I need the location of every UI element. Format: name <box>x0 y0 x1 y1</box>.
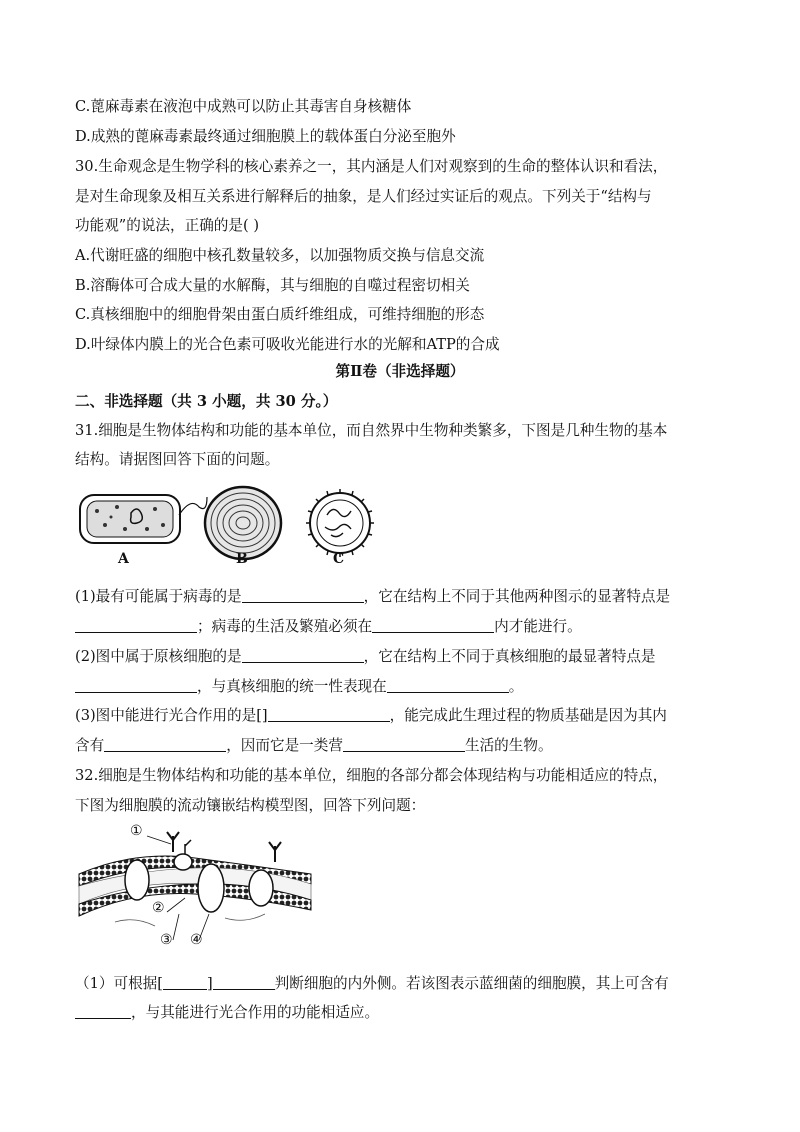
question-31-part-1-line-2 <box>75 617 582 637</box>
question-31-part-3-line-1 <box>75 706 667 726</box>
question-32-line-2: 下图为细胞膜的流动镶嵌结构模型图，回答下列问题： <box>75 797 426 814</box>
figure-membrane-model <box>75 822 315 950</box>
answer-blank[interactable] <box>104 736 226 752</box>
organism-a-icon <box>80 495 207 543</box>
figure-label-a: A <box>118 551 129 567</box>
membrane-label-2: ② <box>152 900 165 916</box>
answer-blank[interactable] <box>213 974 275 990</box>
answer-blank[interactable] <box>163 974 207 990</box>
q31-p1-text-d: 内才能进行。 <box>494 618 582 635</box>
membrane-label-1: ① <box>130 823 143 839</box>
q31-p2-text-c: ，与真核细胞的统一性表现在 <box>197 678 387 695</box>
q31-p2-text-b: ，它在结构上不同于真核细胞的最显著特点是 <box>363 648 656 665</box>
question-31-part-2-line-2 <box>75 677 523 697</box>
q32-p1-text-d: ，与其能进行光合作用的功能相适应。 <box>131 1004 380 1021</box>
figure-label-b: B <box>236 551 248 567</box>
q31-p2-text-d: 。 <box>508 678 524 695</box>
q31-p1-text-b: ，它在结构上不同于其他两种图示的显著特点是 <box>363 588 671 605</box>
question-32-part-1-line-2 <box>75 1003 379 1023</box>
option-d-line: D.成熟的蓖麻毒素最终通过细胞膜上的载体蛋白分泌至胞外 <box>75 128 456 145</box>
question-30-option-d: D.叶绿体内膜上的光合色素可吸收光能进行水的光解和ATP的合成 <box>75 336 500 353</box>
section-heading: 二、非选择题（共 3 小题，共 30 分。） <box>75 393 338 410</box>
question-30-line-2: 是对生命现象及相互关系进行解释后的抽象，是人们经过实证后的观点。下列关于“结构与 <box>75 188 652 205</box>
membrane-label-3: ③ <box>160 932 173 948</box>
question-30-line-1: 30.生命观念是生物学科的核心素养之一，其内涵是人们对观察到的生命的整体认识和看法， <box>75 158 668 175</box>
option-c-line: C.蓖麻毒素在液泡中成熟可以防止其毒害自身核糖体 <box>75 98 412 115</box>
answer-blank[interactable] <box>242 647 364 663</box>
question-31-part-2-line-1 <box>75 647 656 667</box>
answer-blank[interactable] <box>75 677 197 693</box>
question-32-part-1-line-1 <box>75 974 669 994</box>
answer-blank[interactable] <box>75 1003 131 1019</box>
question-32-line-1: 32.细胞是生物体结构和功能的基本单位，细胞的各部分都会体现结构与功能相适应的特点， <box>75 767 668 784</box>
answer-blank[interactable] <box>75 617 197 633</box>
organism-c-icon <box>306 489 374 557</box>
question-30-line-3: 功能观”的说法，正确的是( ) <box>75 217 260 234</box>
q32-p1-text-a: （1）可根据[ <box>75 975 163 992</box>
q31-p3-text-c: 含有 <box>75 737 105 754</box>
answer-blank[interactable] <box>343 736 465 752</box>
q31-p1-text-a: (1)最有可能属于病毒的是 <box>75 588 242 605</box>
q31-p1-text-c: ；病毒的生活及繁殖必须在 <box>197 618 373 635</box>
q31-p2-text-a: (2)图中属于原核细胞的是 <box>75 648 242 665</box>
answer-blank[interactable] <box>268 706 390 722</box>
q32-p1-text-b: ] <box>206 975 213 992</box>
figure-label-c: C <box>333 551 345 567</box>
organism-b-icon <box>205 487 281 559</box>
question-30-option-b: B.溶酶体可合成大量的水解酶，其与细胞的自噬过程密切相关 <box>75 277 470 294</box>
q31-p3-text-a: (3)图中能进行光合作用的是[] <box>75 707 268 724</box>
q31-p3-text-e: 生活的生物。 <box>464 737 553 754</box>
section-title: 第Ⅱ卷（非选择题） <box>335 363 465 380</box>
question-31-line-2: 结构。请据图回答下面的问题。 <box>75 451 280 468</box>
membrane-label-4: ④ <box>190 932 203 948</box>
question-30-option-a: A.代谢旺盛的细胞中核孔数量较多，以加强物质交换与信息交流 <box>75 247 485 264</box>
question-30-option-c: C.真核细胞中的细胞骨架由蛋白质纤维组成，可维持细胞的形态 <box>75 306 485 323</box>
answer-blank[interactable] <box>372 617 494 633</box>
question-31-part-3-line-2 <box>75 736 553 756</box>
q31-p3-text-b: ，能完成此生理过程的物质基础是因为其内 <box>389 707 667 724</box>
q32-p1-text-c: 判断细胞的内外侧。若该图表示蓝细菌的细胞膜，其上可含有 <box>274 975 669 992</box>
question-31-line-1: 31.细胞是生物体结构和功能的基本单位，而自然界中生物种类繁多，下图是几种生物的基本 <box>75 422 668 439</box>
question-31-part-1-line-1 <box>75 587 670 607</box>
answer-blank[interactable] <box>387 677 509 693</box>
answer-blank[interactable] <box>242 587 364 603</box>
q31-p3-text-d: ，因而它是一类营 <box>226 737 343 754</box>
